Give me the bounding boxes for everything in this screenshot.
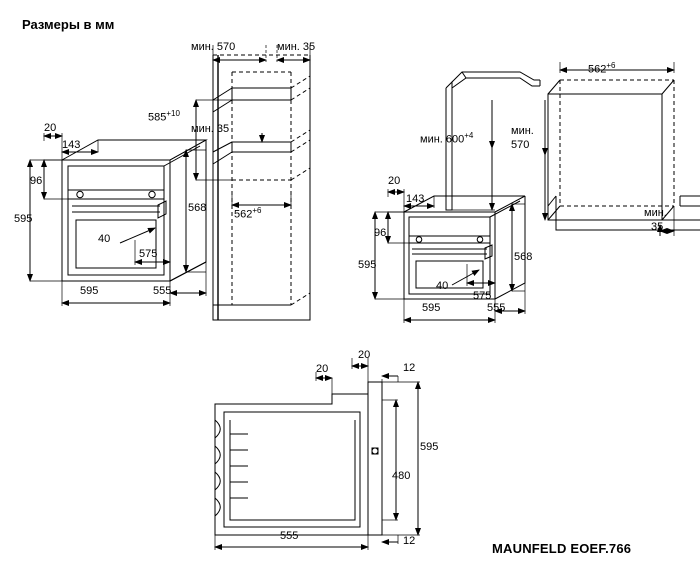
dim-front-left-555: 555: [153, 285, 172, 297]
dim-worktop-562: $562^{+6}$: [588, 61, 616, 76]
dim-front-left-143: 143: [62, 139, 81, 151]
dim-front-right-595-width: 595: [422, 302, 441, 314]
brand-model-label: MAUNFELD EOEF.766: [492, 541, 632, 556]
dim-niche-min-35-mid: мин. 35: [191, 123, 230, 135]
dim-niche-min-35-top: мин. 35: [277, 41, 316, 53]
dim-side-12-top: 12: [403, 362, 416, 374]
dim-worktop-min-570: мин.: [511, 125, 534, 137]
dim-side-12-bottom: 12: [403, 535, 416, 547]
dim-front-right-568: 568: [514, 251, 533, 263]
dim-niche-585: $585^{+10}$: [148, 109, 180, 124]
dim-front-right-575: 575: [473, 290, 492, 302]
dim-front-left-595-height: 595: [14, 213, 33, 225]
dim-worktop-35-value: 35: [651, 221, 664, 233]
dim-front-right-595-height: 595: [358, 259, 377, 271]
dim-front-left-40: 40: [98, 233, 111, 245]
dim-front-left-20: 20: [44, 122, 57, 134]
dim-side-20-top: 20: [358, 349, 371, 361]
dim-front-right-555: 555: [487, 302, 506, 314]
dim-worktop-min-35: мин.: [644, 207, 667, 219]
dim-niche-562: $562^{+6}$: [234, 206, 262, 221]
dim-front-left-595-width: 595: [80, 285, 99, 297]
dim-front-right-143: 143: [406, 193, 425, 205]
dim-front-right-20: 20: [388, 175, 401, 187]
dim-worktop-570-value: 570: [511, 139, 530, 151]
dim-side-480: 480: [392, 470, 411, 482]
dim-worktop-min-600: мин. $600^{+4}$: [420, 131, 474, 146]
dim-side-20-left: 20: [316, 363, 329, 375]
dim-front-left-575: 575: [139, 248, 158, 260]
dim-front-left-96: 96: [30, 175, 43, 187]
page-title: Размеры в мм: [22, 17, 115, 32]
dim-front-right-96: 96: [374, 227, 387, 239]
dim-niche-min-570: мин. 570: [191, 41, 236, 53]
dim-front-right-40: 40: [436, 280, 449, 292]
dim-side-555: 555: [280, 530, 299, 542]
dim-side-595: 595: [420, 441, 439, 453]
dim-front-left-568: 568: [188, 202, 207, 214]
